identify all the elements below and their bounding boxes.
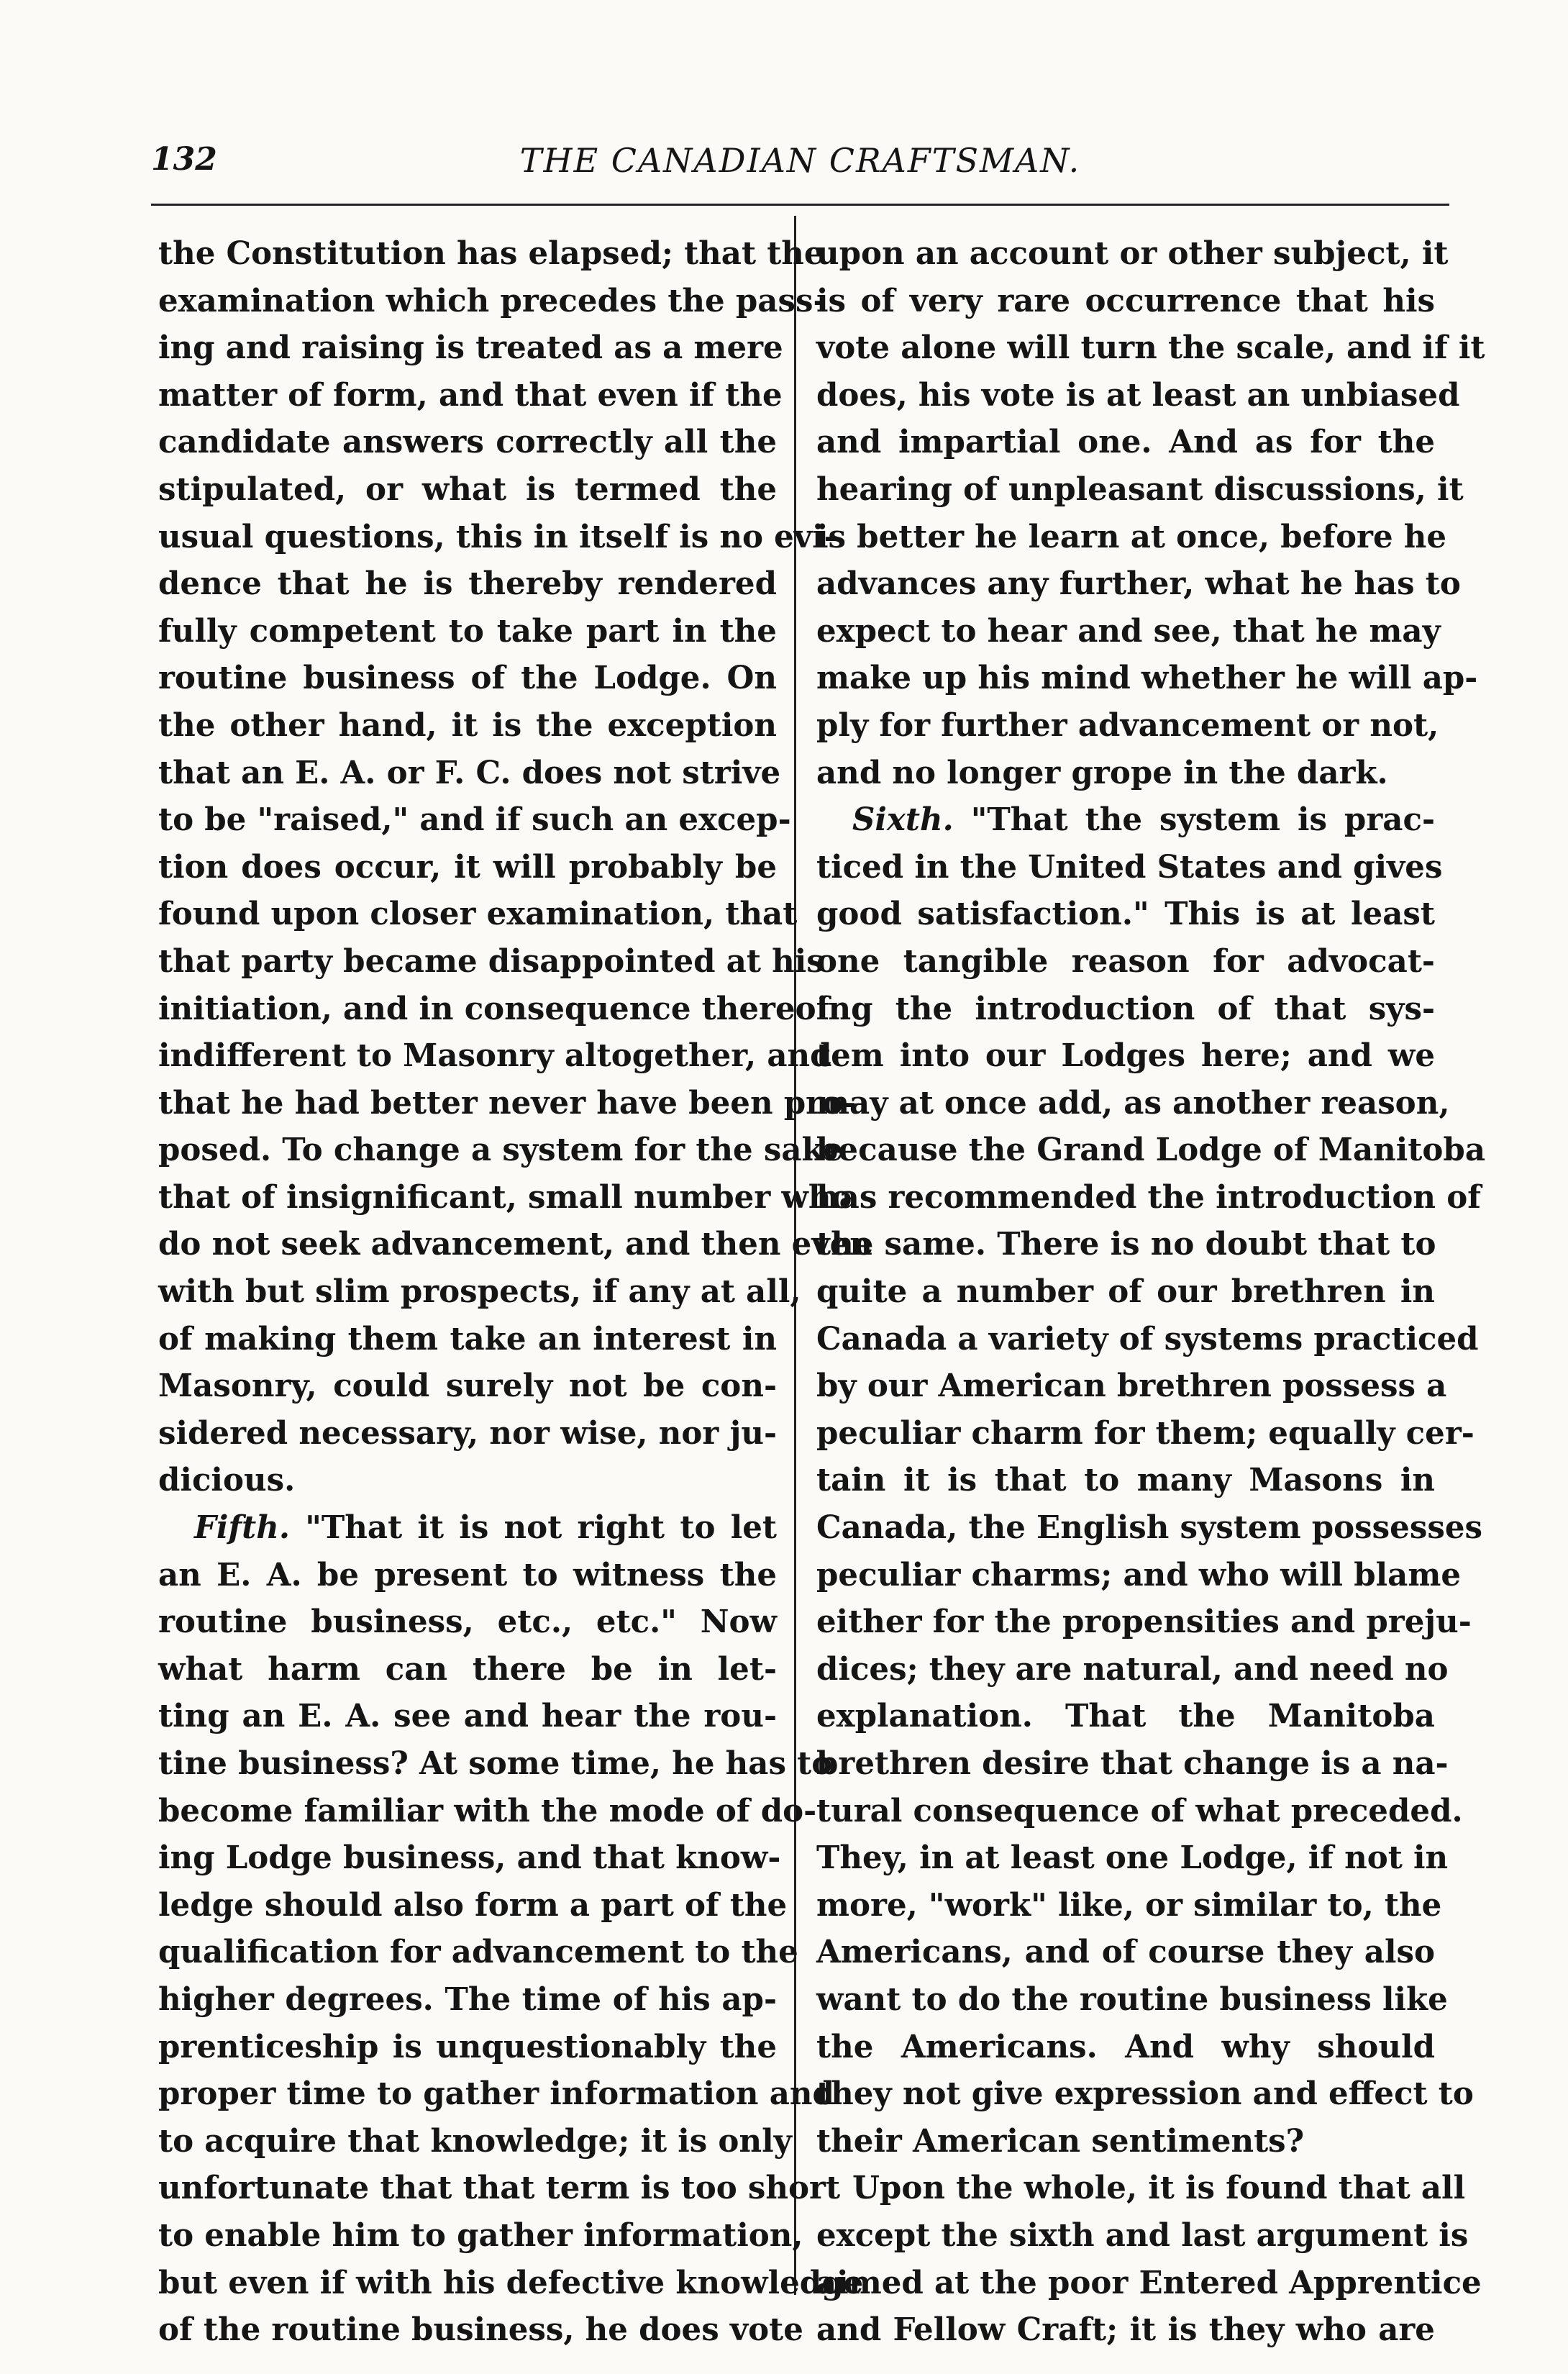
text-line: routine business, etc., etc." Now (158, 1604, 777, 1641)
text-line: what harm can there be in let- (158, 1650, 777, 1688)
text-line: quite a number of our brethren in (816, 1273, 1435, 1311)
text-line: more, "work" like, or similar to, the (816, 1886, 1442, 1924)
text-line: ticed in the United States and gives (816, 848, 1443, 886)
text-line: does, his vote is at least an unbiased (816, 376, 1460, 414)
paragraph-first-line (816, 796, 1435, 844)
text-line: found upon closer examination, that (158, 896, 798, 933)
text-line: either for the propensities and preju- (816, 1604, 1472, 1641)
text-line: explanation. That the Manitoba (816, 1698, 1435, 1735)
text-line: want to do the routine business like (816, 1980, 1448, 2018)
text-line: their American sentiments? (816, 2122, 1305, 2160)
text-line: Upon the whole, it is found that all (852, 2170, 1466, 2207)
text-line: of the routine business, he does vote (158, 2311, 803, 2349)
text-line: is of very rare occurrence that his (816, 282, 1435, 319)
text-line: stipulated, or what is termed the (158, 470, 777, 508)
text-line: the Constitution has elapsed; that the (158, 235, 824, 272)
text-line: prenticeship is unquestionably the (158, 2028, 777, 2065)
text-line: peculiar charm for them; equally cer- (816, 1414, 1474, 1452)
text-line: tion does occur, it will probably be (158, 848, 777, 886)
text-line: ledge should also form a part of the (158, 1886, 788, 1924)
text-line: fully competent to take part in the (158, 612, 777, 650)
text-line: higher degrees. The time of his ap- (158, 1980, 777, 2018)
header-rule (151, 204, 1449, 206)
text-line: They, in at least one Lodge, if not in (816, 1839, 1449, 1877)
text-line: hearing of unpleasant discussions, it (816, 470, 1464, 508)
text-line: dence that he is thereby rendered (158, 565, 777, 603)
text-line: vote alone will turn the scale, and if it (816, 329, 1485, 367)
text-line: routine business of the Lodge. On (158, 660, 777, 697)
text-line: "That the system is prac- (970, 801, 1435, 839)
left-column (158, 230, 872, 2354)
text-line: and Fellow Craft; it is they who are (816, 2311, 1435, 2349)
text-line: the Americans. And why should (816, 2028, 1435, 2065)
text-line: tem into our Lodges here; and we (816, 1037, 1435, 1075)
text-line: dicious. (158, 1462, 296, 1499)
text-line: Canada a variety of systems practiced (816, 1320, 1479, 1357)
running-title: THE CANADIAN CRAFTSMAN. (519, 141, 1081, 180)
text-line: Masonry, could surely not be con- (158, 1368, 777, 1405)
text-line: usual questions, this in itself is no evi- (158, 518, 837, 555)
text-line: to be "raised," and if such an excep- (158, 801, 791, 839)
text-line: candidate answers correctly all the (158, 424, 777, 461)
text-line: ing Lodge business, and that know- (158, 1839, 781, 1877)
text-line: they not give expression and effect to (816, 2075, 1474, 2113)
text-line: good satisfaction." This is at least (816, 896, 1435, 933)
text-line: that of insignificant, small number who (158, 1178, 852, 1216)
text-line: tain it is that to many Masons in (816, 1462, 1435, 1499)
text-line: upon an account or other subject, it (816, 235, 1449, 272)
text-line: expect to hear and see, that he may (816, 612, 1441, 650)
text-line: has recommended the introduction of (816, 1178, 1481, 1216)
text-line: advances any further, what he has to (816, 565, 1461, 603)
text-line: the other hand, it is the exception (158, 706, 777, 744)
text-line: that an E. A. or F. C. does not strive (158, 754, 781, 791)
text-line: matter of form, and that even if the (158, 376, 783, 414)
text-line: an E. A. be present to witness the (158, 1556, 777, 1593)
text-line: ply for further advancement or not, (816, 706, 1439, 744)
run-in-heading: Sixth. (852, 801, 954, 839)
text-line: do not seek advancement, and then even (158, 1226, 872, 1263)
text-line: ing and raising is treated as a mere (158, 329, 783, 367)
right-column (816, 230, 1486, 2354)
text-line: qualification for advancement to the (158, 1934, 798, 1971)
text-line: to acquire that knowledge; it is only (158, 2122, 792, 2160)
text-line: the same. There is no doubt that to (816, 1226, 1436, 1263)
text-line: is better he learn at once, before he (816, 518, 1447, 555)
text-line: become familiar with the mode of do- (158, 1792, 817, 1829)
text-line: examination which precedes the pass- (158, 282, 826, 319)
text-line: tine business? At some time, he has to (158, 1745, 833, 1782)
text-line: of making them take an interest in (158, 1320, 777, 1357)
text-line: may at once add, as another reason, (816, 1084, 1450, 1122)
text-line: that party became disappointed at his (158, 942, 824, 980)
text-line: and impartial one. And as for the (816, 424, 1435, 461)
text-line: Americans, and of course they also (816, 1934, 1435, 1971)
text-line: posed. To change a system for the sake (158, 1132, 844, 1169)
text-line: aimed at the poor Entered Apprentice (816, 2264, 1482, 2301)
page-number: 132 (151, 141, 217, 178)
text-line: indifferent to Masonry altogether, and (158, 1037, 832, 1075)
paragraph-first-line (158, 1504, 777, 1552)
text-line: "That it is not right to let (305, 1509, 777, 1547)
text-line: and no longer grope in the dark. (816, 754, 1388, 791)
text-line: unfortunate that that term is too short (158, 2170, 841, 2207)
text-line: but even if with his defective knowledge (158, 2264, 864, 2301)
text-line: proper time to gather information and (158, 2075, 834, 2113)
text-line: by our American brethren possess a (816, 1368, 1447, 1405)
text-line: sidered necessary, nor wise, nor ju- (158, 1414, 777, 1452)
text-line: Canada, the English system possesses (816, 1509, 1482, 1547)
text-line: peculiar charms; and who will blame (816, 1556, 1462, 1593)
text-line: with but slim prospects, if any at all, (158, 1273, 801, 1311)
page-header (151, 137, 1449, 194)
text-line: make up his mind whether he will ap- (816, 660, 1478, 697)
text-line: to enable him to gather information, (158, 2216, 803, 2254)
text-line: except the sixth and last argument is (816, 2216, 1469, 2254)
text-line: tural consequence of what preceded. (816, 1792, 1463, 1829)
run-in-heading: Fifth. (194, 1509, 290, 1547)
text-line: ting an E. A. see and hear the rou- (158, 1698, 777, 1735)
text-line: dices; they are natural, and need no (816, 1650, 1449, 1688)
text-line: because the Grand Lodge of Manitoba (816, 1132, 1486, 1169)
text-line: ing the introduction of that sys- (816, 990, 1435, 1027)
text-line: brethren desire that change is a na- (816, 1745, 1449, 1782)
text-line: one tangible reason for advocat- (816, 942, 1435, 980)
text-line: that he had better never have been pro- (158, 1084, 857, 1122)
text-line: initiation, and in consequence thereof (158, 990, 830, 1027)
